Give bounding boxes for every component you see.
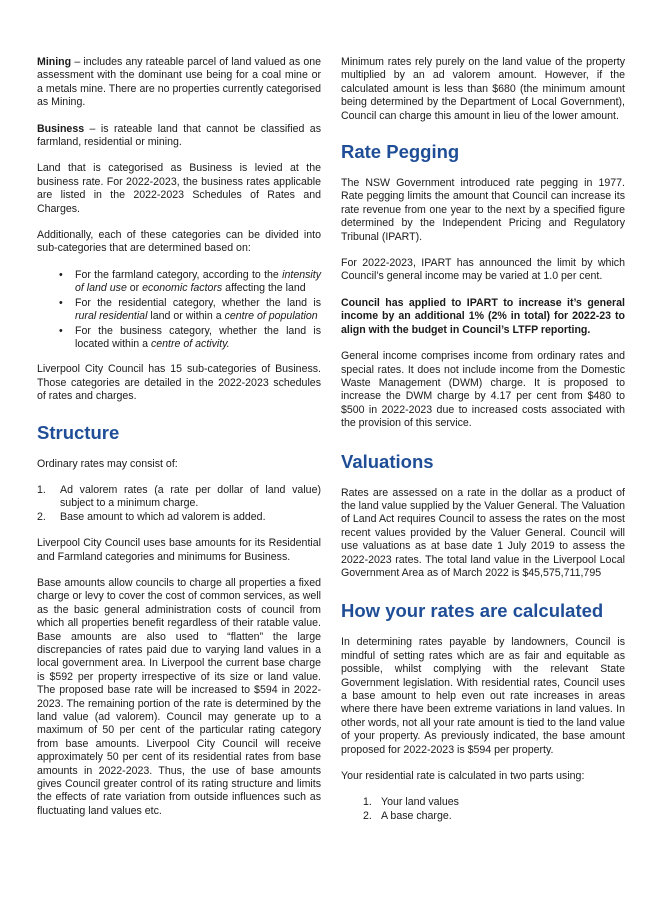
bullet-text: For the farmland category, according to the (75, 268, 283, 281)
bullet-text: or (126, 282, 143, 295)
bullet-icon: • (59, 324, 63, 337)
subcategory-count-paragraph: Liverpool City Council has 15 sub-categories of Business. Those categories are detailed in the 2022-2023 schedules of rates and charges. (37, 363, 321, 403)
list-number: 2. (37, 510, 46, 523)
ipart-limit-paragraph: For 2022-2023, IPART has announced the limit by which Council’s general income may be varied at 1.0 per cent. (341, 257, 625, 283)
valuations-paragraph: Rates are assessed on a rate in the dollar as a product of the land value supplied by the Valuer General. The Valuation of Land Act requires Council to assess the rates on the most recent values provided by the Valuer General. Council will use valuations as at base date 1 July 2019 to assess the 2022-2023 rates. The total land value in the Liverpool Local Government Area as of March 2022 is $45,575,711,795 (341, 486, 625, 579)
structure-list (37, 484, 321, 524)
bullet-text: For the business category, whether the land is located within a (75, 324, 321, 350)
business-paragraph (37, 123, 321, 150)
bullet-icon: • (59, 268, 63, 281)
list-item (37, 484, 321, 511)
base-detail-paragraph: Base amounts allow councils to charge all properties a fixed charge or levy to cover the cost of common services, as well as the basic general administration costs of council from which all properties benefit regardless of their ratable value. Base amounts are also used to “flatten” the large discrepancies of rates paid due to varying land values in a local government area. In Liverpool the current base charge is $592 per property irrespective of its size or land value. The proposed base rate will be increased to $594 in 2022-2023. The remaining portion of the rate is determined by the land value (ad valorem). Council may generate up to a maximum of 50 per cent of the particular rating category from base amounts. Liverpool City Council will receive approximately 50 per cent of its residential rates from base amounts in 2022-2023. Thus, the use of base amounts gives Council greater control of its rating structure and limits the effects of rate variation from outside influences such as fluctuating land values etc. (37, 576, 321, 817)
business-rate-paragraph: Land that is categorised as Business is levied at the business rate. For 2022-2023, the business rates applicable are listed in the 2022-2023 Schedules of Rates and Charges. (37, 162, 321, 215)
rates-parts-intro: Your residential rate is calculated in two parts using: (341, 770, 585, 783)
list-item (341, 796, 625, 809)
ipart-application-text: Council has applied to IPART to increase it’s general income by an additional 1% (2% in total) for 2022-23 to align with the budget in Council’s LTFP reporting. (341, 296, 625, 336)
rate-pegging-heading: Rate Pegging (341, 141, 460, 163)
bullet-icon: • (59, 296, 63, 309)
subcategory-intro: Additionally, each of these categories can be divided into sub-categories that are determined based on: (37, 229, 321, 255)
rates-calculated-heading: How your rates are calculated (341, 600, 604, 622)
bullet-emphasis: centre of population (224, 310, 318, 323)
list-item-text: A base charge. (381, 809, 452, 822)
list-item (37, 511, 321, 524)
subcategory-list (37, 269, 321, 351)
mining-text: – includes any rateable parcel of land valued as one assessment with the dominant use being for a coal mine or a metals mine. There are no properties currently categorised as Mining. (37, 56, 321, 109)
list-item-text: Base amount to which ad valorem is added. (60, 510, 266, 523)
bullet-emphasis: economic factors (142, 282, 223, 295)
list-item-text: Your land values (381, 796, 459, 809)
list-number: 1. (37, 483, 46, 496)
bullet-text: For the residential category, whether the land is (75, 296, 321, 309)
list-item (37, 325, 321, 352)
bullet-emphasis: intensity of land use (75, 268, 321, 295)
mining-term: Mining (37, 56, 72, 68)
minimum-rates-paragraph: Minimum rates rely purely on the land value of the property multiplied by an ad valorem amount. However, if the calculated amount is less than $680 (the minimum amount being determined by the Department of Local Government), Council can charge this amount in lieu of the lower amount. (341, 56, 625, 122)
structure-intro: Ordinary rates may consist of: (37, 457, 178, 470)
rates-calculated-paragraph: In determining rates payable by landowners, Council is mindful of setting rates which are as fair and equitable as possible, whilst complying with the relevant State Government legislation. With residential rates, Council uses a base amount to help even out rate increases in areas where there have been extreme variations in land values. In other words, not all your rate amount is tied to the land value of your property. As previously indicated, the base amount proposed for 2022-2023 is $594 per property. (341, 636, 625, 756)
bullet-text: land or within a (147, 310, 225, 323)
right-column (341, 56, 625, 836)
mining-paragraph (37, 56, 321, 110)
list-item (37, 297, 321, 324)
bullet-emphasis: rural residential (75, 310, 148, 323)
valuations-heading: Valuations (341, 450, 434, 472)
business-term: Business (37, 122, 85, 135)
structure-heading: Structure (37, 421, 120, 443)
ipart-application-paragraph (341, 297, 625, 337)
rate-pegging-paragraph: The NSW Government introduced rate pegging in 1977. Rate pegging limits the amount that Council can increase its rate revenue from one year to the next by a specified figure determined by the Independent Pricing and Regulatory Tribunal (IPART). (341, 177, 625, 243)
list-item-text: Ad valorem rates (a rate per dollar of land value) subject to a minimum charge. (60, 483, 321, 510)
list-item (341, 810, 625, 823)
rates-parts-list (341, 796, 625, 823)
list-number: 1. (363, 796, 372, 809)
bullet-text: affecting the land (222, 282, 306, 295)
left-column (37, 56, 321, 831)
bullet-emphasis: centre of activity. (150, 337, 230, 350)
business-text: – is rateable land that cannot be classified as farmland, residential or mining. (37, 122, 321, 149)
list-item (37, 269, 321, 296)
base-usage-paragraph: Liverpool City Council uses base amounts for its Residential and Farmland categories and minimums for Business. (37, 537, 321, 563)
general-income-paragraph: General income comprises income from ordinary rates and special rates. It does not include income from the Domestic Waste Management (DWM) charge. It is proposed to increase the DWM charge by 4.17 per cent from $480 to $500 in 2022-2023 due to increased costs associated with the provision of this service. (341, 350, 625, 430)
list-number: 2. (363, 809, 372, 822)
